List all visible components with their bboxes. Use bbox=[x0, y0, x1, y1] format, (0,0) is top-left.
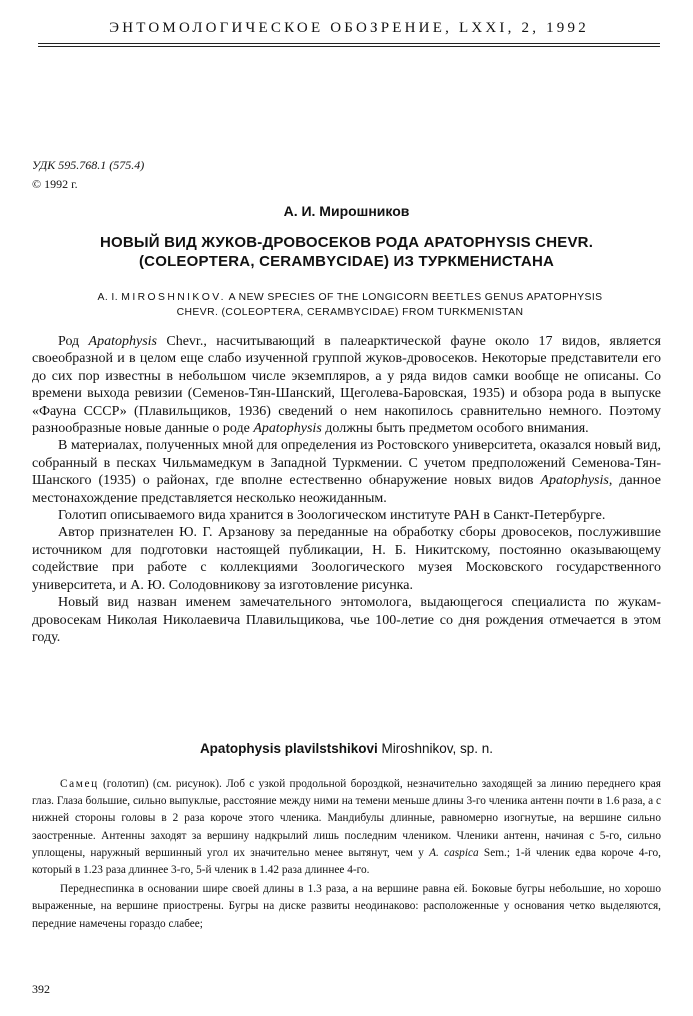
description-paragraph-2: Переднеспинка в основании шире своей длины в 1.3 раза, а на вершине равна ей. Боковые бугры небольшие, но хорошо выраженные, на вершине приострены. Бугры на диске развиты неодинаково: расположенные у основания четко выделяются, передние намечены гораздо слабее; bbox=[32, 883, 661, 930]
genus-name: Apatophysis bbox=[540, 473, 609, 489]
copyright-line: © 1992 г. bbox=[32, 177, 78, 191]
english-title-text: A NEW SPECIES OF THE LONGICORN BEETLES GENUS APATOPHYSIS bbox=[225, 292, 603, 303]
species-authority: Miroshnikov, sp. n. bbox=[377, 741, 494, 756]
species-description bbox=[32, 776, 661, 935]
article-title-line-2: (COLEOPTERA, CERAMBYCIDAE) ИЗ ТУРКМЕНИСТАНА bbox=[138, 253, 555, 270]
paragraph-2 bbox=[32, 437, 661, 507]
article-author: А. И. Мирошников bbox=[283, 203, 410, 219]
header-rule bbox=[38, 43, 660, 44]
species-heading bbox=[0, 741, 693, 756]
article-title bbox=[40, 233, 653, 271]
article-body bbox=[32, 333, 661, 646]
english-title bbox=[30, 290, 670, 320]
english-author-initials: A. I. bbox=[97, 292, 122, 303]
description-paragraph-1 bbox=[32, 776, 661, 879]
paragraph-2-text-a: В материалах, полученных мной для определения из Ростовского университета, оказался новый вид, собранный в песках Чильмамедкум в Западной Туркмении. С учетом предположений Семенова-Тян-Шанского (1935) о районах, где вполне естественно обнаружение новых видов bbox=[32, 438, 661, 489]
description-text-b: Sem.; 1-й членик едва короче 4-го, который в 1.23 раза длиннее 3-го, 5-й членик в 1.42 раза длиннее 4-го. bbox=[32, 846, 661, 877]
header-rule-second bbox=[38, 46, 660, 47]
paragraph-5: Новый вид назван именем замечательного энтомолога, выдающегося специалиста по жукам-дровосекам Николая Николаевича Плавильщикова, чье 100-летие со дня рождения отмечается в этом году. bbox=[32, 595, 661, 645]
paragraph-1-text-b: Chevr., насчитывающий в палеарктической фауне около 17 видов, является своеобразной и в целом еще слабо изученной группой жуков-дровосеков. Некоторые представители его до сих пор известны в небольшом числе экземпляров, а у ряда видов самки вообще не описаны. Со времени выхода ревизии (Семенов-Тян-Шанский, Щеголева-Баровская, 1935) и обзора рода в выпуске «Фауна СССР» (Плавильщиков, 1936) сведений о нем накопилось сравнительно немного. Поэтому разнообразные новые данные о роде bbox=[32, 334, 661, 437]
description-lead-word: Самец bbox=[60, 778, 99, 790]
paragraph-3: Голотип описываемого вида хранится в Зоологическом институте РАН в Санкт-Петербурге. bbox=[58, 508, 606, 524]
paragraph-1-text-c: должны быть предметом особого внимания. bbox=[321, 421, 589, 437]
species-comparison: A. caspica bbox=[429, 846, 479, 859]
paragraph-4: Автор признателен Ю. Г. Арзанову за переданные на обработку сборы дровосеков, послужившие источником для подготовки настоящей публикации, Н. Б. Никитскому, постоянно оказывающему содействие при работе с коллекциями Зоологического музея Московского государственного университета, и А. Ю. Солодовникову за изготовление рисунка. bbox=[32, 525, 661, 593]
article-title-line-1: НОВЫЙ ВИД ЖУКОВ-ДРОВОСЕКОВ РОДА APATOPHYSIS CHEVR. bbox=[99, 234, 594, 251]
page-number: 392 bbox=[32, 982, 50, 996]
genus-name: Apatophysis bbox=[253, 421, 322, 437]
paragraph-2-text-b: , данное местонахождение представляется несколько неожиданным. bbox=[32, 473, 661, 506]
udc-code: УДК 595.768.1 (575.4) bbox=[32, 158, 145, 172]
english-title-line-1 bbox=[30, 290, 670, 305]
description-text-a: (голотип) (см. рисунок). Лоб с узкой продольной бороздкой, незначительно заходящей за линию переднего края глаз. Глаза большие, сильно выпуклые, расстояние между ними на темени меньше длины 3-го членика антенн почти в 1.6 раза, а с нижней стороны головы в 2 раза короче этого членика. Мандибулы длинные, равномерно изогнутые, на вершине сильно заостренные. Антенны заходят за вершину надкрылий лишь последним члеником. Членики антенн, начиная с 5-го, сильно уплощены, наружный вершинный угол их значительно менее вытянут, чем у bbox=[32, 778, 661, 859]
running-head: ЭНТОМОЛОГИЧЕСКОЕ ОБОЗРЕНИЕ, LXXI, 2, 1992 bbox=[109, 20, 589, 36]
english-title-line-2: CHEVR. (COLEOPTERA, CERAMBYCIDAE) FROM TURKMENISTAN bbox=[176, 307, 524, 318]
species-name: Apatophysis plavilstshikovi bbox=[199, 741, 378, 756]
paragraph-1 bbox=[32, 333, 661, 437]
paragraph-1-text-a: Род bbox=[58, 334, 89, 349]
genus-name: Apatophysis bbox=[88, 334, 157, 349]
english-author-surname: MIROSHNIKOV. bbox=[121, 292, 226, 303]
